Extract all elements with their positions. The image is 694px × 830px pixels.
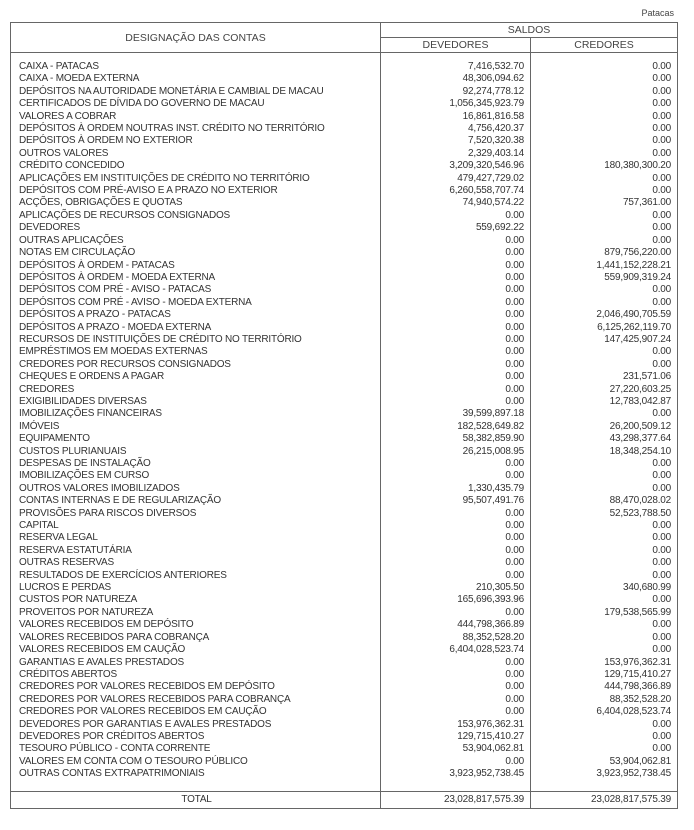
account-name: CRÉDITO CONCEDIDO [19, 160, 125, 172]
table-row [11, 483, 678, 495]
table-row [11, 743, 678, 755]
table-row [11, 297, 678, 309]
devedores-value: 0.00 [381, 322, 531, 334]
devedores-value: 2,329,403.14 [381, 148, 531, 160]
account-name: PROVEITOS POR NATUREZA [19, 606, 154, 618]
credores-value: 0.00 [531, 173, 678, 185]
devedores-value: 129,715,410.27 [381, 731, 531, 743]
credores-value: 52,523,788.50 [531, 508, 678, 520]
devedores-value: 0.00 [381, 284, 531, 296]
devedores-value: 444,798,366.89 [381, 619, 531, 631]
credores-value: 0.00 [531, 458, 678, 470]
table-row [11, 185, 678, 197]
devedores-value: 0.00 [381, 247, 531, 259]
table-row [11, 706, 678, 718]
credores-value: 0.00 [531, 61, 678, 73]
table-row [11, 408, 678, 420]
table-row [11, 197, 678, 209]
credores-value: 0.00 [531, 297, 678, 309]
table-row [11, 570, 678, 582]
spacer-row [11, 53, 678, 62]
table-row [11, 235, 678, 247]
account-name: DEPÓSITOS NA AUTORIDADE MONETÁRIA E CAMBIAL DE MACAU [19, 85, 324, 97]
table-row [11, 210, 678, 222]
credores-value: 0.00 [531, 73, 678, 85]
account-name: DEPÓSITOS A PRAZO - PATACAS [19, 309, 171, 321]
credores-value: 0.00 [531, 545, 678, 557]
devedores-value: 0.00 [381, 359, 531, 371]
devedores-value: 6,260,558,707.74 [381, 185, 531, 197]
account-name: ACÇÕES, OBRIGAÇÕES E QUOTAS [19, 197, 183, 209]
account-name: EQUIPAMENTO [19, 433, 90, 445]
account-name: APLICAÇÕES EM INSTITUIÇÕES DE CRÉDITO NO TERRITÓRIO [19, 172, 310, 184]
devedores-value: 0.00 [381, 570, 531, 582]
table-row [11, 719, 678, 731]
credores-value: 559,909,319.24 [531, 272, 678, 284]
credores-value: 0.00 [531, 483, 678, 495]
devedores-value: 153,976,362.31 [381, 719, 531, 731]
account-name: EXIGIBILIDADES DIVERSAS [19, 395, 147, 407]
table-row [11, 334, 678, 346]
devedores-value: 0.00 [381, 210, 531, 222]
devedores-value: 182,528,649.82 [381, 421, 531, 433]
table-row [11, 260, 678, 272]
devedores-value: 0.00 [381, 309, 531, 321]
credores-value: 0.00 [531, 632, 678, 644]
devedores-value: 210,305.50 [381, 582, 531, 594]
credores-value: 179,538,565.99 [531, 607, 678, 619]
devedores-value: 74,940,574.22 [381, 197, 531, 209]
account-name: APLICAÇÕES DE RECURSOS CONSIGNADOS [19, 209, 231, 221]
account-name: OUTRAS CONTAS EXTRAPATRIMONIAIS [19, 768, 205, 780]
devedores-value: 0.00 [381, 694, 531, 706]
account-name: RESULTADOS DE EXERCÍCIOS ANTERIORES [19, 569, 227, 581]
devedores-value: 48,306,094.62 [381, 73, 531, 85]
account-name: DESPESAS DE INSTALAÇÃO [19, 458, 151, 469]
total-label: TOTAL [11, 791, 381, 808]
table-row [11, 446, 678, 458]
credores-value: 0.00 [531, 123, 678, 135]
table-row [11, 607, 678, 619]
credores-value: 0.00 [531, 719, 678, 731]
table-row [11, 644, 678, 656]
devedores-value: 165,696,393.96 [381, 594, 531, 606]
account-name: IMOBILIZAÇÕES EM CURSO [19, 470, 150, 482]
account-name: DEPÓSITOS À ORDEM NOUTRAS INST. CRÉDITO NO TERRITÓRIO [19, 123, 325, 135]
devedores-value: 0.00 [381, 458, 531, 470]
account-name: TESOURO PÚBLICO - CONTA CORRENTE [19, 743, 211, 755]
devedores-value: 95,507,491.76 [381, 495, 531, 507]
table-row [11, 123, 678, 135]
devedores-value: 0.00 [381, 384, 531, 396]
credores-value: 0.00 [531, 111, 678, 123]
table-row [11, 545, 678, 557]
devedores-value: 3,923,952,738.45 [381, 768, 531, 780]
credores-value: 0.00 [531, 408, 678, 420]
account-name: CAPITAL [19, 520, 59, 532]
account-name: DEVEDORES [19, 222, 80, 234]
credores-value: 53,904,062.81 [531, 756, 678, 768]
table-row [11, 247, 678, 259]
credores-value: 12,783,042.87 [531, 396, 678, 408]
devedores-value: 0.00 [381, 706, 531, 718]
account-name: OUTROS VALORES [19, 147, 109, 159]
devedores-value: 92,274,778.12 [381, 86, 531, 98]
devedores-value: 0.00 [381, 669, 531, 681]
devedores-value: 479,427,729.02 [381, 173, 531, 185]
credores-value: 0.00 [531, 235, 678, 247]
devedores-value: 7,520,320.38 [381, 135, 531, 147]
credores-value: 0.00 [531, 557, 678, 569]
credores-value: 0.00 [531, 98, 678, 110]
account-name: RESERVA ESTATUTÁRIA [19, 544, 132, 556]
account-name: CAIXA - PATACAS [19, 61, 99, 72]
credores-value: 6,125,262,119.70 [531, 322, 678, 334]
table-row [11, 582, 678, 594]
balance-table [10, 22, 678, 809]
account-name: RECURSOS DE INSTITUIÇÕES DE CRÉDITO NO TERRITÓRIO [19, 333, 302, 345]
account-name: CHEQUES E ORDENS A PAGAR [19, 371, 165, 383]
table-row [11, 557, 678, 569]
credores-value: 0.00 [531, 86, 678, 98]
table-row [11, 681, 678, 693]
table-row [11, 272, 678, 284]
account-name: DEVEDORES POR GARANTIAS E AVALES PRESTADOS [19, 718, 272, 730]
table-row [11, 86, 678, 98]
credores-value: 180,380,300.20 [531, 160, 678, 172]
table-row [11, 632, 678, 644]
credores-value: 0.00 [531, 532, 678, 544]
credores-value: 88,352,528.20 [531, 694, 678, 706]
total-row [11, 791, 678, 808]
currency-unit-label: Patacas [641, 8, 674, 18]
table-row [11, 731, 678, 743]
credores-value: 147,425,907.24 [531, 334, 678, 346]
devedores-value: 7,416,532.70 [381, 61, 531, 73]
header-designation: DESIGNAÇÃO DAS CONTAS [11, 23, 381, 53]
header-credores: CREDORES [531, 38, 678, 53]
credores-value: 231,571.06 [531, 371, 678, 383]
credores-value: 0.00 [531, 743, 678, 755]
table-row [11, 756, 678, 768]
account-name: VALORES A COBRAR [19, 110, 117, 122]
account-name: OUTRAS RESERVAS [19, 557, 114, 569]
table-row [11, 160, 678, 172]
table-row [11, 384, 678, 396]
account-name: CREDORES POR VALORES RECEBIDOS PARA COBRANÇA [19, 693, 291, 705]
credores-value: 0.00 [531, 594, 678, 606]
devedores-value: 0.00 [381, 532, 531, 544]
table-row [11, 470, 678, 482]
account-name: CUSTOS POR NATUREZA [19, 594, 138, 606]
account-name: CERTIFICADOS DE DÍVIDA DO GOVERNO DE MACAU [19, 98, 265, 110]
table-row [11, 98, 678, 110]
devedores-value: 0.00 [381, 681, 531, 693]
table-row [11, 657, 678, 669]
devedores-value: 6,404,028,523.74 [381, 644, 531, 656]
devedores-value: 0.00 [381, 557, 531, 569]
credores-value: 43,298,377.64 [531, 433, 678, 445]
table-row [11, 111, 678, 123]
devedores-value: 0.00 [381, 260, 531, 272]
header-saldos: SALDOS [381, 23, 678, 38]
credores-value: 1,441,152,228.21 [531, 260, 678, 272]
devedores-value: 0.00 [381, 545, 531, 557]
table-row [11, 309, 678, 321]
credores-value: 0.00 [531, 359, 678, 371]
account-name: CREDORES [19, 383, 75, 395]
table-row [11, 135, 678, 147]
table-row [11, 433, 678, 445]
table-row [11, 669, 678, 681]
account-name: OUTRAS APLICAÇÕES [19, 234, 124, 246]
account-name: LUCROS E PERDAS [19, 582, 112, 594]
account-name: PROVISÕES PARA RISCOS DIVERSOS [19, 507, 197, 519]
account-name: CONTAS INTERNAS E DE REGULARIZAÇÃO [19, 495, 221, 507]
devedores-value: 0.00 [381, 470, 531, 482]
table-body [11, 53, 678, 792]
account-name: DEPÓSITOS COM PRÉ-AVISO E A PRAZO NO EXTERIOR [19, 185, 278, 197]
credores-value: 340,680.99 [531, 582, 678, 594]
devedores-value: 4,756,420.37 [381, 123, 531, 135]
devedores-value: 53,904,062.81 [381, 743, 531, 755]
credores-value: 0.00 [531, 210, 678, 222]
credores-value: 0.00 [531, 731, 678, 743]
table-row [11, 173, 678, 185]
table-row [11, 359, 678, 371]
table-row [11, 532, 678, 544]
credores-value: 0.00 [531, 644, 678, 656]
account-name: DEPÓSITOS À ORDEM - MOEDA EXTERNA [19, 271, 216, 283]
devedores-value: 0.00 [381, 346, 531, 358]
credores-value: 26,200,509.12 [531, 421, 678, 433]
credores-value: 18,348,254.10 [531, 446, 678, 458]
account-name: CRÉDITOS ABERTOS [19, 668, 117, 680]
devedores-value: 0.00 [381, 520, 531, 532]
account-name: DEPÓSITOS A PRAZO - MOEDA EXTERNA [19, 321, 212, 333]
devedores-value: 1,330,435.79 [381, 483, 531, 495]
devedores-value: 1,056,345,923.79 [381, 98, 531, 110]
table-row [11, 284, 678, 296]
credores-value: 0.00 [531, 619, 678, 631]
table-row [11, 520, 678, 532]
account-name: DEPÓSITOS COM PRÉ - AVISO - MOEDA EXTERNA [19, 296, 252, 308]
account-name: CREDORES POR RECURSOS CONSIGNADOS [19, 358, 231, 370]
total-credores: 23,028,817,575.39 [531, 791, 678, 808]
account-name: VALORES RECEBIDOS PARA COBRANÇA [19, 631, 210, 643]
table-row [11, 222, 678, 234]
account-name: OUTROS VALORES IMOBILIZADOS [19, 482, 180, 494]
devedores-value: 16,861,816.58 [381, 111, 531, 123]
account-name: RESERVA LEGAL [19, 532, 98, 544]
table-row [11, 694, 678, 706]
credores-value: 0.00 [531, 148, 678, 160]
table-row [11, 421, 678, 433]
account-name: DEPÓSITOS COM PRÉ - AVISO - PATACAS [19, 284, 212, 296]
table-row [11, 458, 678, 470]
table-row [11, 148, 678, 160]
spacer-row [11, 781, 678, 792]
credores-value: 444,798,366.89 [531, 681, 678, 693]
account-name: VALORES RECEBIDOS EM CAUÇÃO [19, 644, 186, 656]
account-name: CAIXA - MOEDA EXTERNA [19, 73, 140, 85]
devedores-value: 559,692.22 [381, 222, 531, 234]
total-devedores: 23,028,817,575.39 [381, 791, 531, 808]
devedores-value: 0.00 [381, 297, 531, 309]
table-row [11, 73, 678, 85]
account-name: DEVEDORES POR CRÉDITOS ABERTOS [19, 730, 205, 742]
credores-value: 0.00 [531, 570, 678, 582]
credores-value: 88,470,028.02 [531, 495, 678, 507]
devedores-value: 0.00 [381, 607, 531, 619]
credores-value: 27,220,603.25 [531, 384, 678, 396]
account-name: GARANTIAS E AVALES PRESTADOS [19, 656, 185, 668]
credores-value: 0.00 [531, 346, 678, 358]
table-row [11, 61, 678, 73]
account-name: EMPRÉSTIMOS EM MOEDAS EXTERNAS [19, 346, 208, 358]
devedores-value: 0.00 [381, 508, 531, 520]
account-name: NOTAS EM CIRCULAÇÃO [19, 247, 136, 259]
credores-value: 0.00 [531, 135, 678, 147]
devedores-value: 3,209,320,546.96 [381, 160, 531, 172]
devedores-value: 58,382,859.90 [381, 433, 531, 445]
table-row [11, 396, 678, 408]
table-row [11, 768, 678, 780]
account-name: IMÓVEIS [19, 420, 60, 432]
account-name: VALORES EM CONTA COM O TESOURO PÚBLICO [19, 755, 248, 767]
account-name: CREDORES POR VALORES RECEBIDOS EM DEPÓSITO [19, 681, 275, 693]
devedores-value: 0.00 [381, 371, 531, 383]
account-name: IMOBILIZAÇÕES FINANCEIRAS [19, 408, 162, 420]
devedores-value: 88,352,528.20 [381, 632, 531, 644]
devedores-value: 0.00 [381, 334, 531, 346]
account-name: CREDORES POR VALORES RECEBIDOS EM CAUÇÃO [19, 706, 267, 718]
account-name: VALORES RECEBIDOS EM DEPÓSITO [19, 619, 194, 631]
credores-value: 129,715,410.27 [531, 669, 678, 681]
credores-value: 0.00 [531, 520, 678, 532]
account-name: DEPÓSITOS À ORDEM NO EXTERIOR [19, 135, 193, 147]
credores-value: 6,404,028,523.74 [531, 706, 678, 718]
devedores-value: 0.00 [381, 756, 531, 768]
devedores-value: 0.00 [381, 235, 531, 247]
account-name: DEPÓSITOS À ORDEM - PATACAS [19, 259, 175, 271]
devedores-value: 39,599,897.18 [381, 408, 531, 420]
devedores-value: 0.00 [381, 396, 531, 408]
table-row [11, 508, 678, 520]
credores-value: 2,046,490,705.59 [531, 309, 678, 321]
credores-value: 153,976,362.31 [531, 657, 678, 669]
devedores-value: 26,215,008.95 [381, 446, 531, 458]
table-row [11, 371, 678, 383]
credores-value: 0.00 [531, 222, 678, 234]
table-row [11, 495, 678, 507]
credores-value: 3,923,952,738.45 [531, 768, 678, 780]
table-row [11, 346, 678, 358]
credores-value: 0.00 [531, 185, 678, 197]
credores-value: 757,361.00 [531, 197, 678, 209]
devedores-value: 0.00 [381, 657, 531, 669]
table-row [11, 594, 678, 606]
table-row [11, 619, 678, 631]
credores-value: 0.00 [531, 470, 678, 482]
account-name: CUSTOS PLURIANUAIS [19, 445, 127, 457]
credores-value: 879,756,220.00 [531, 247, 678, 259]
header-devedores: DEVEDORES [381, 38, 531, 53]
devedores-value: 0.00 [381, 272, 531, 284]
credores-value: 0.00 [531, 284, 678, 296]
table-row [11, 322, 678, 334]
